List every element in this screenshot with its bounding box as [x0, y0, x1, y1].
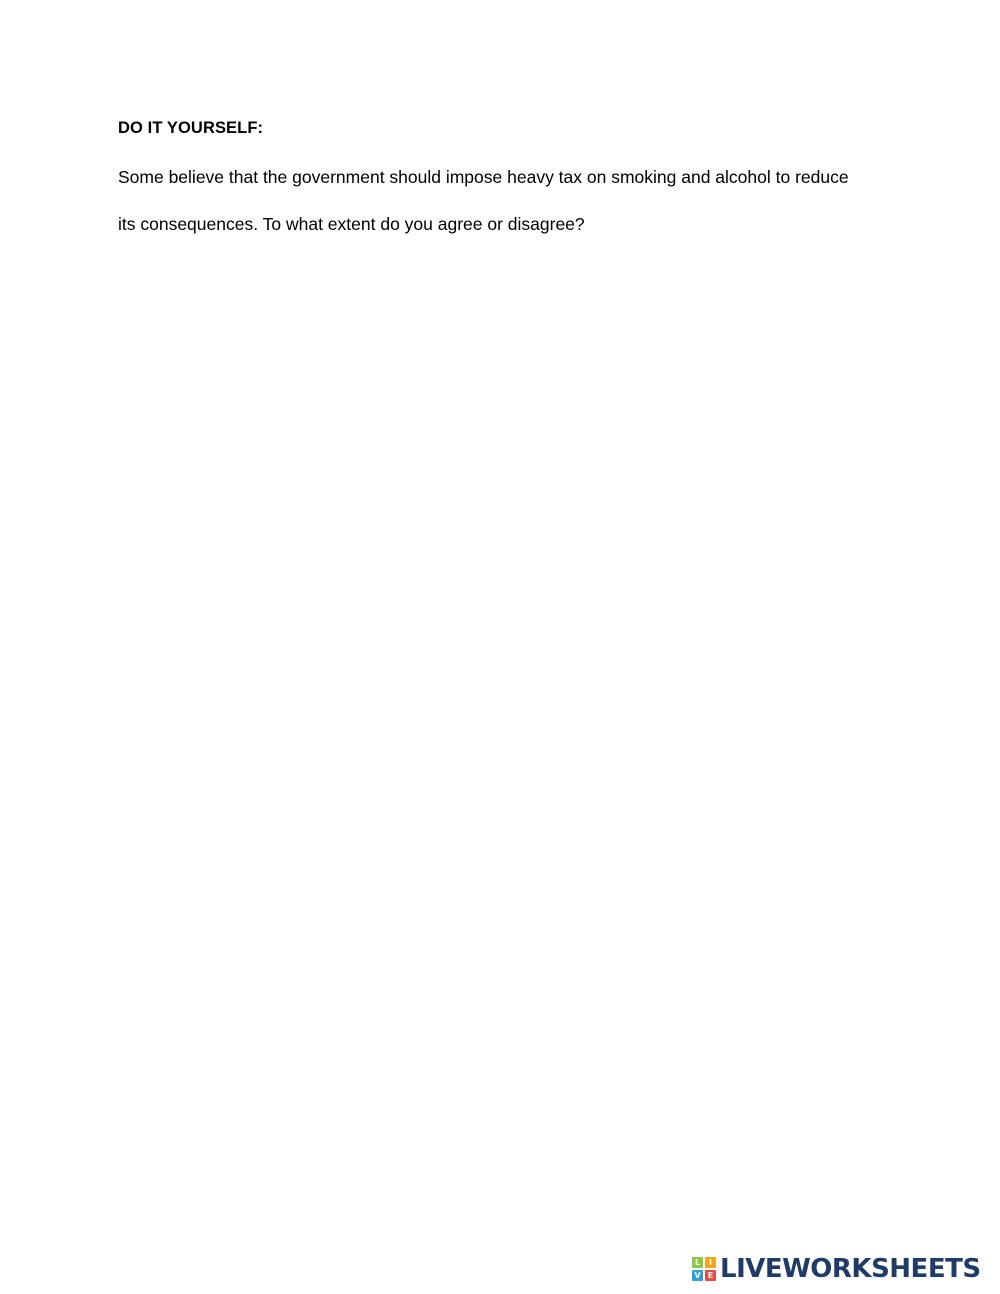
logo-letter-i: I — [705, 1257, 716, 1268]
essay-prompt-line-2: its consequences. To what extent do you agree or disagree? — [118, 214, 585, 234]
logo-letter-l: L — [692, 1257, 703, 1268]
brand-wordmark: LIVEWORKSHEETS — [720, 1254, 981, 1284]
essay-prompt-line-1: Some believe that the government should impose heavy tax on smoking and alcohol to reduce — [118, 167, 849, 187]
live-grid-icon — [692, 1257, 716, 1281]
section-heading: DO IT YOURSELF: — [118, 119, 264, 137]
logo-letter-v: V — [692, 1270, 703, 1281]
logo-letter-e: E — [705, 1270, 716, 1281]
liveworksheets-logo — [692, 1254, 981, 1284]
